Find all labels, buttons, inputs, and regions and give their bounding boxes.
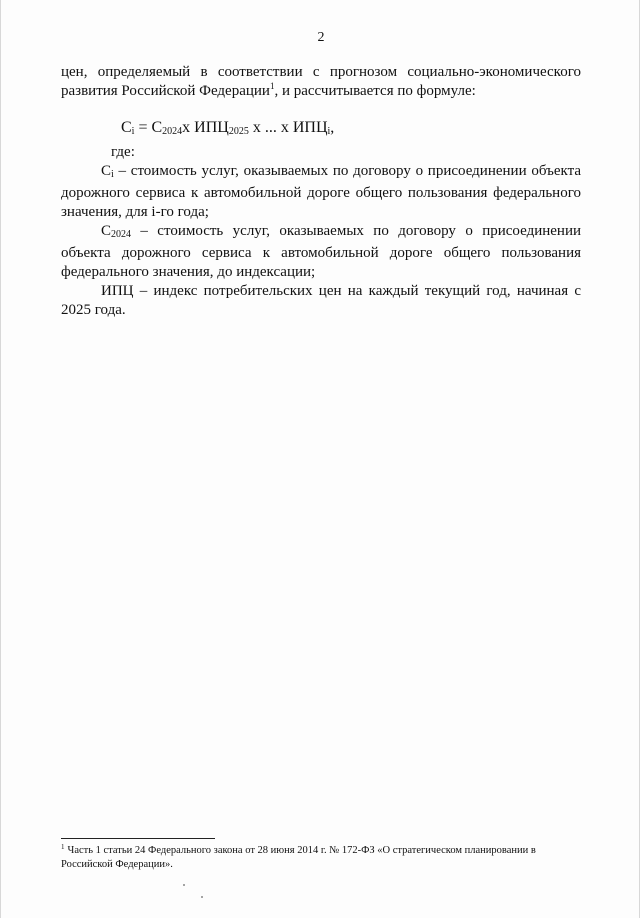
formula — [61, 118, 581, 141]
footnote-reference: 1 — [269, 81, 275, 91]
formula-ipc-sub: 2025 — [228, 126, 249, 137]
body-text — [61, 63, 581, 320]
footnote-text: Часть 1 статьи 24 Федерального закона от 28 июня 2014 г. № 172-ФЗ «О стратегическом планировании в Российской Федерации». — [61, 845, 536, 870]
intro-text-part1: цен, определяемый в соответствии с прогнозом социально-экономического развития Российской Федерации — [61, 64, 581, 99]
formula-lhs-sub: i — [131, 126, 135, 137]
definition-ci-sub: i — [111, 169, 114, 180]
intro-text-part2: , и рассчитывается по формуле: — [274, 83, 476, 99]
definition-c2024 — [61, 222, 581, 282]
footnote-separator — [61, 838, 215, 839]
definition-c2024-text: – стоимость услуг, оказываемых по договору о присоединении объекта дорожного сервиса к автомобильной дороге общего пользования федерального значения, до индексации; — [61, 223, 581, 280]
formula-ipc-last-sub: i — [327, 126, 331, 137]
formula-base-sub: 2024 — [162, 126, 183, 137]
footnote — [61, 844, 585, 872]
scan-artifact-dot — [183, 884, 185, 886]
scan-artifact-dot — [201, 896, 203, 898]
formula-equals: = С — [134, 119, 163, 136]
formula-ellipsis: х ... х ИПЦ — [248, 119, 328, 136]
definition-ci — [61, 162, 581, 222]
formula-lhs: С — [121, 119, 132, 136]
definition-ipc: ИПЦ – индекс потребительских цен на каждый текущий год, начиная с 2025 года. — [61, 283, 581, 318]
definition-c2024-symbol: С — [101, 223, 112, 239]
definition-ci-text: – стоимость услуг, оказываемых по договору о присоединении объекта дорожного сервиса к автомобильной дороге общего пользования федерального значения, для i-го года; — [61, 163, 581, 220]
definition-c2024-sub: 2024 — [111, 229, 132, 240]
where-label: где: — [111, 144, 135, 160]
page-number: 2 — [317, 30, 325, 45]
formula-mult: х ИПЦ — [182, 119, 229, 136]
intro-paragraph — [61, 63, 581, 101]
definition-ci-symbol: С — [101, 163, 112, 179]
formula-comma: , — [330, 119, 335, 136]
footnote-marker: 1 — [61, 843, 65, 851]
